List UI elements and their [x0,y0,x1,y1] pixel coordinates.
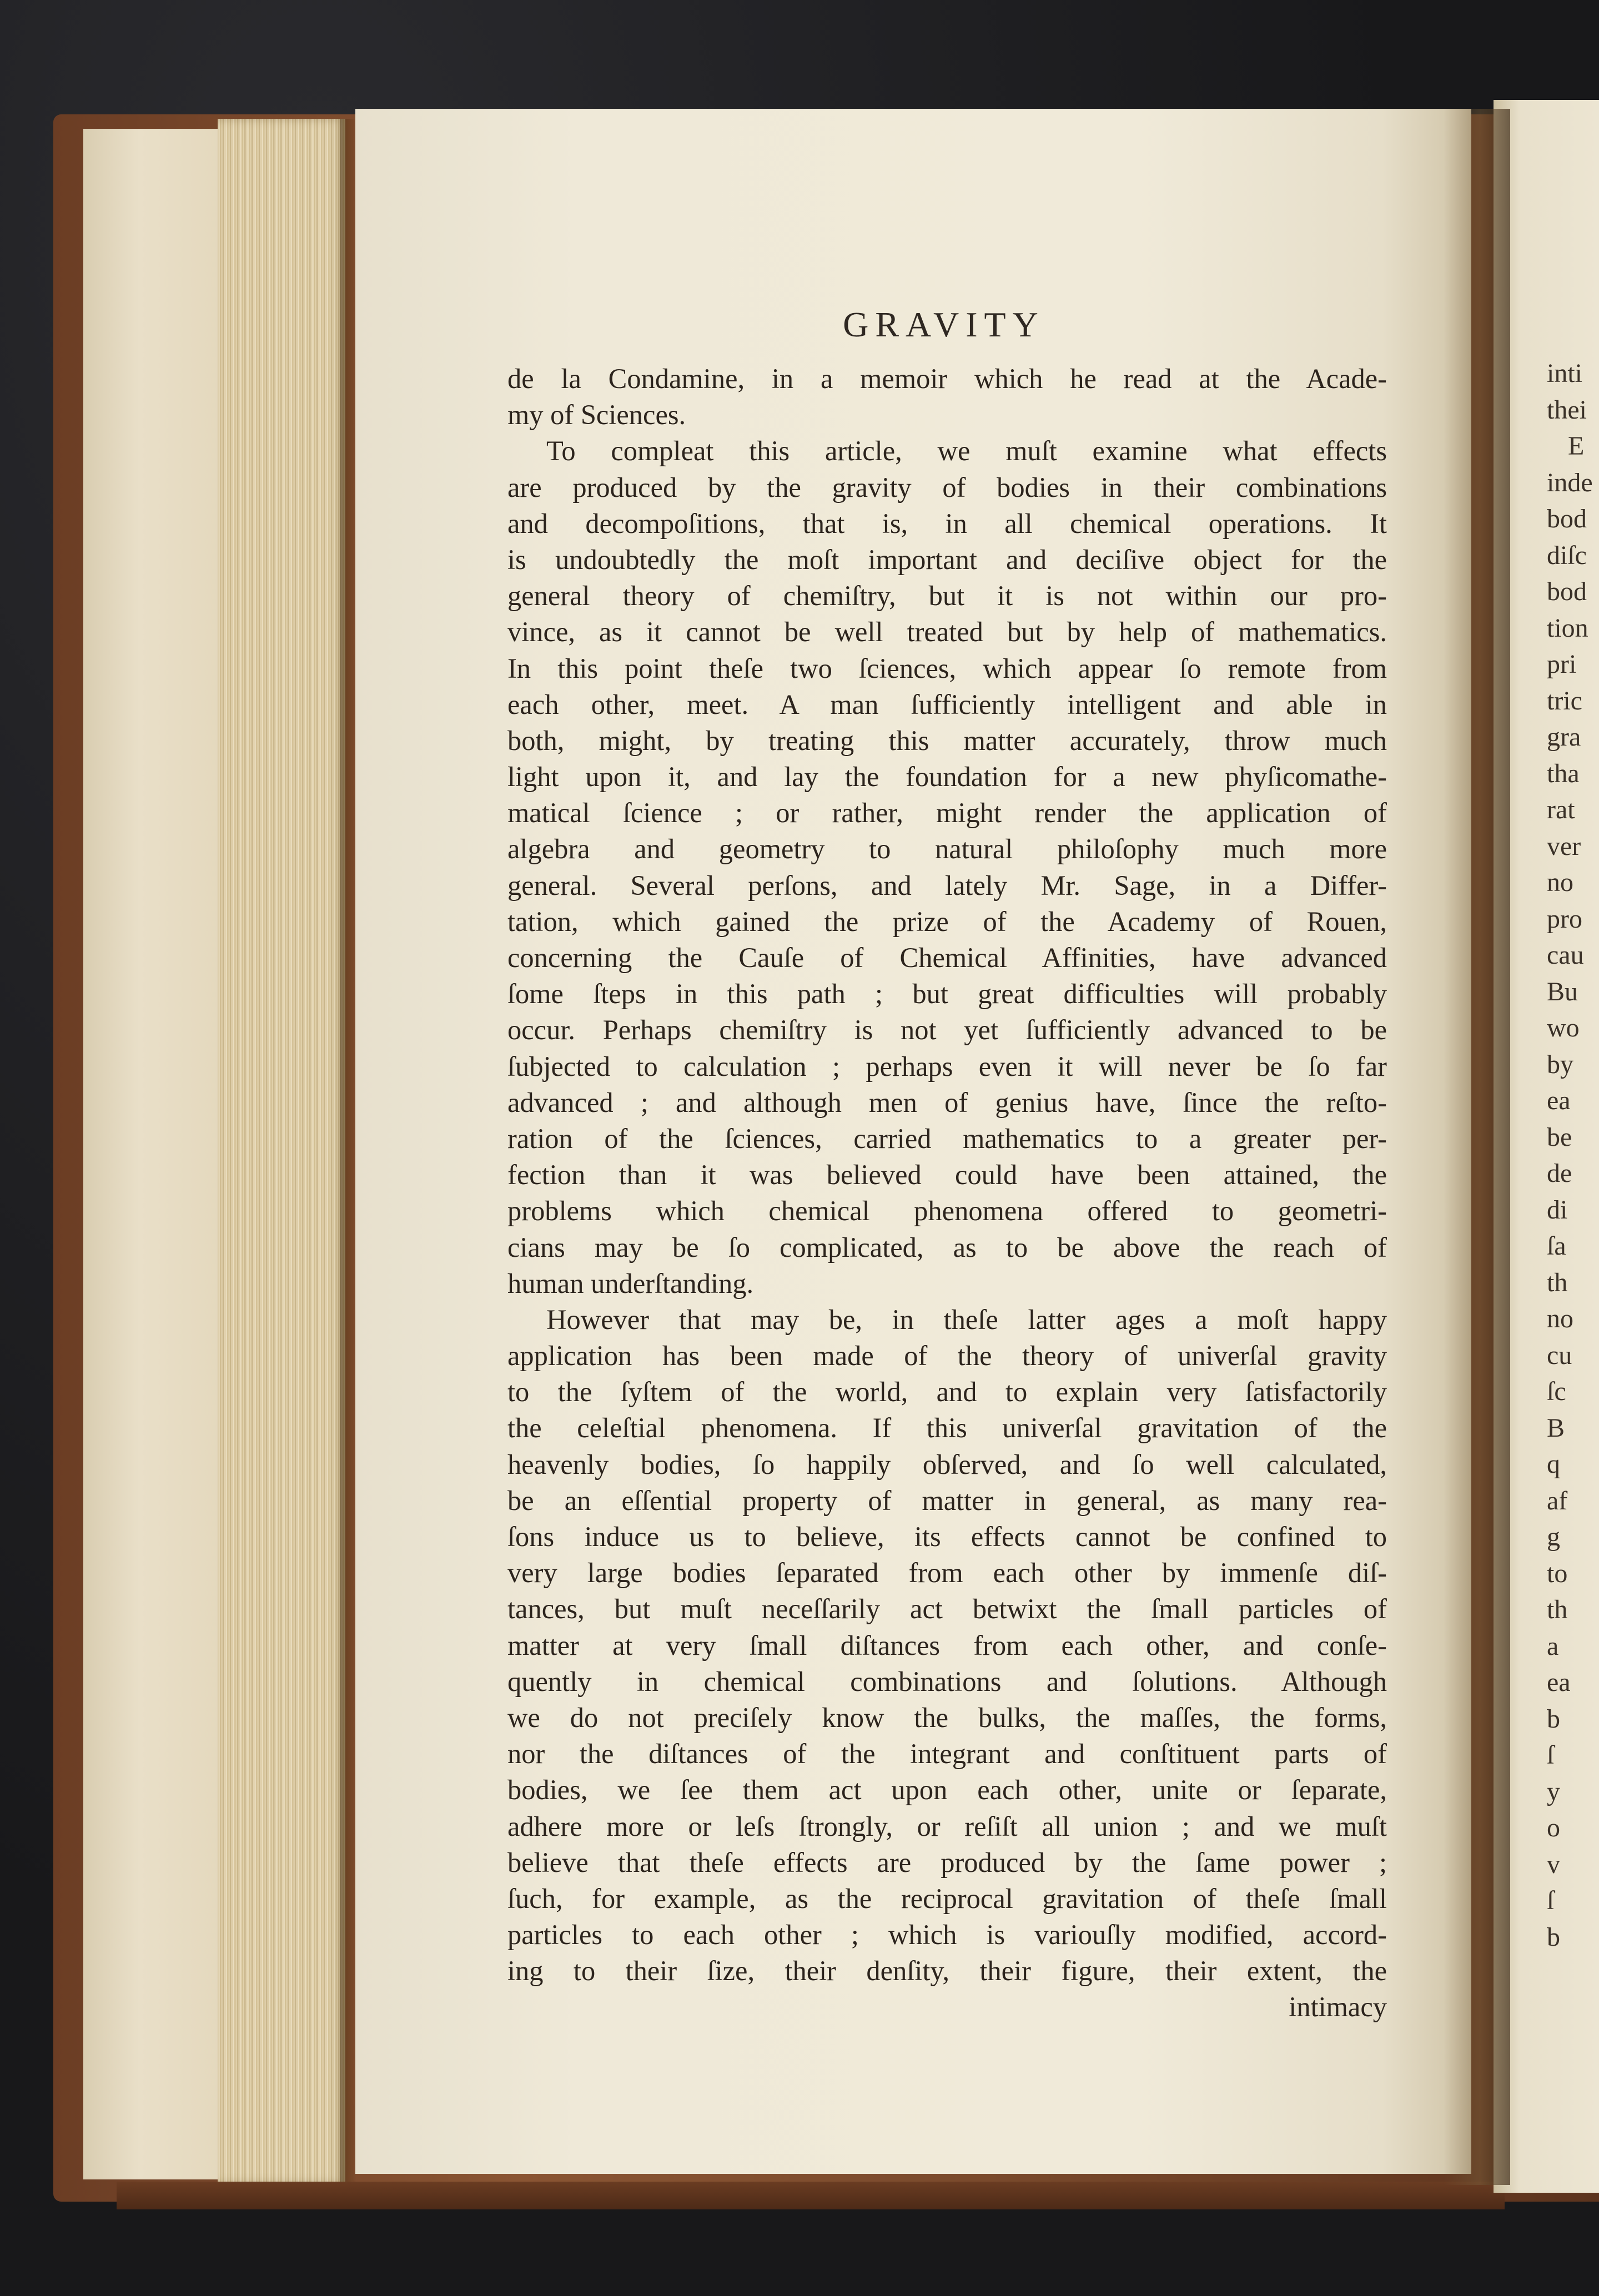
text-line: is undoubtedly the moſt important and deciſive object for the [507,543,1387,575]
text-line: believe that theſe effects are produced by the ſame power ; [507,1846,1387,1878]
facing-line-fragment: th [1547,1267,1568,1297]
text-line: intimacy [1289,1991,1387,2023]
text-line: matter at very ſmall diſtances from each other, and conſe- [507,1629,1387,1661]
text-line: human underſtanding. [507,1267,754,1299]
facing-line-fragment: de [1547,1159,1572,1188]
facing-line-fragment: tha [1547,758,1580,788]
facing-line-fragment: rat [1547,795,1575,824]
text-line: light upon it, and lay the foundation for a new phyſicomathe- [507,761,1387,793]
facing-line-fragment: tric [1547,686,1582,716]
text-line: nor the diſtances of the integrant and conſtituent parts of [507,1738,1387,1770]
text-line: To compleat this article, we muſt examine what effects [546,435,1387,467]
facing-line-fragment: th [1547,1595,1568,1624]
text-line: general. Several perſons, and lately Mr. Sage, in a Differ- [507,869,1387,901]
text-line: ration of the ſciences, carried mathematics to a greater per- [507,1122,1387,1154]
text-line: adhere more or leſs ſtrongly, or reſiſt all union ; and we muſt [507,1810,1387,1842]
facing-line-fragment: pri [1547,649,1577,679]
cover-bottom-edge [117,2182,1505,2209]
text-line: ſons induce us to believe, its effects cannot be confined to [507,1521,1387,1552]
text-line: ſubjected to calculation ; perhaps even it will never be ſo far [507,1050,1387,1082]
facing-line-fragment: af [1547,1486,1568,1515]
running-head: GRAVITY [843,305,1045,344]
facing-line-fragment: inde [1547,467,1593,497]
facing-line-fragment: pro [1547,904,1582,934]
text-line: to the ſyſtem of the world, and to explain very ſatisfactorily [507,1376,1387,1408]
facing-line-fragment: ſc [1547,1377,1566,1406]
facing-line-fragment: thei [1547,395,1587,425]
facing-line-fragment: ver [1547,831,1581,861]
facing-line-fragment: di [1547,1195,1568,1225]
facing-line-fragment: inti [1547,359,1583,388]
text-line: are produced by the gravity of bodies in their combinations [507,471,1387,503]
text-line: ſome ſteps in this path ; but great difficulties will probably [507,978,1387,1010]
text-line: we do not preciſely know the bulks, the maſſes, the forms, [507,1701,1387,1733]
facing-line-fragment: b [1547,1704,1560,1734]
facing-line-fragment: E [1568,431,1585,461]
facing-line-fragment: y [1547,1776,1560,1806]
facing-line-fragment: v [1547,1849,1560,1879]
text-line: concerning the Cauſe of Chemical Affinities, have advanced [507,942,1387,973]
facing-line-fragment: B [1547,1413,1565,1443]
text-line: In this point theſe two ſciences, which appear ſo remote from [507,652,1387,684]
facing-line-fragment: diſc [1547,540,1587,570]
facing-page-text-fragments [1547,355,1599,1955]
text-line: application has been made of the theory of univerſal gravity [507,1340,1387,1372]
text-line: ſuch, for example, as the reciprocal gravitation of theſe ſmall [507,1882,1387,1914]
page-edges-shadow [340,119,356,2184]
text-line: both, might, by treating this matter accurately, throw much [507,724,1387,756]
facing-line-fragment: gra [1547,722,1581,752]
facing-line-fragment: no [1547,1304,1573,1333]
facing-line-fragment: by [1547,1049,1573,1079]
text-line: the celeſtial phenomena. If this univerſal gravitation of the [507,1412,1387,1444]
text-line: particles to each other ; which is variouſly modified, accord- [507,1919,1387,1951]
text-line: ing to their ſize, their denſity, their figure, their extent, the [507,1955,1387,1987]
facing-line-fragment: wo [1547,1013,1580,1043]
text-line: quently in chemical combinations and ſolutions. Although [507,1665,1387,1697]
text-line: problems which chemical phenomena offered to geometri- [507,1195,1387,1227]
text-line: very large bodies ſeparated from each other by immenſe diſ- [507,1557,1387,1589]
facing-line-fragment: ſ [1547,1886,1555,1915]
text-line: de la Condamine, in a memoir which he read at the Acade- [507,363,1387,394]
facing-line-fragment: be [1547,1122,1572,1152]
text-line: and decompoſitions, that is, in all chemical operations. It [507,507,1387,539]
facing-line-fragment: cau [1547,940,1584,970]
facing-line-fragment: Bu [1547,976,1578,1006]
text-line: advanced ; and although men of genius have, ſince the reſto- [507,1086,1387,1118]
facing-line-fragment: ea [1547,1086,1571,1115]
text-line: occur. Perhaps chemiſtry is not yet ſufficiently advanced to be [507,1014,1387,1046]
text-line: heavenly bodies, ſo happily obſerved, and ſo well calculated, [507,1448,1387,1480]
facing-line-fragment: ea [1547,1668,1571,1697]
text-line: cians may be ſo complicated, as to be above the reach of [507,1231,1387,1263]
text-line: tation, which gained the prize of the Academy of Rouen, [507,905,1387,937]
text-line: my of Sciences. [507,399,686,431]
text-line: matical ſcience ; or rather, might render the application of [507,797,1387,829]
page-edges [218,119,345,2184]
facing-line-fragment: q [1547,1449,1560,1479]
flyleaf [83,129,223,2179]
facing-line-fragment: o [1547,1813,1560,1842]
text-line: algebra and geometry to natural philoſophy much more [507,833,1387,865]
facing-line-fragment: bod [1547,577,1587,606]
facing-line-fragment: cu [1547,1340,1572,1370]
text-line: tances, but muſt neceſſarily act betwixt the ſmall particles of [507,1593,1387,1625]
text-line: vince, as it cannot be well treated but by help of mathematics. [507,616,1387,648]
facing-line-fragment: g [1547,1522,1560,1552]
facing-line-fragment: b [1547,1922,1560,1952]
facing-line-fragment: tion [1547,613,1588,643]
facing-line-fragment: ſ [1547,1740,1555,1770]
facing-line-fragment: no [1547,868,1573,897]
facing-line-fragment: ſa [1547,1231,1566,1261]
facing-line-fragment: a [1547,1631,1559,1661]
text-line: general theory of chemiſtry, but it is not within our pro- [507,580,1387,612]
text-line: be an eſſential property of matter in general, as many rea- [507,1484,1387,1516]
facing-line-fragment: bod [1547,504,1587,533]
facing-line-fragment: to [1547,1558,1568,1588]
text-line: However that may be, in theſe latter ages a moſt happy [546,1303,1387,1335]
text-line: each other, meet. A man ſufficiently intelligent and able in [507,688,1387,720]
text-line: bodies, we ſee them act upon each other, unite or ſeparate, [507,1774,1387,1806]
text-line: fection than it was believed could have been attained, the [507,1159,1387,1191]
gutter-shadow [1444,109,1510,2185]
page-body-text [507,361,1387,2026]
